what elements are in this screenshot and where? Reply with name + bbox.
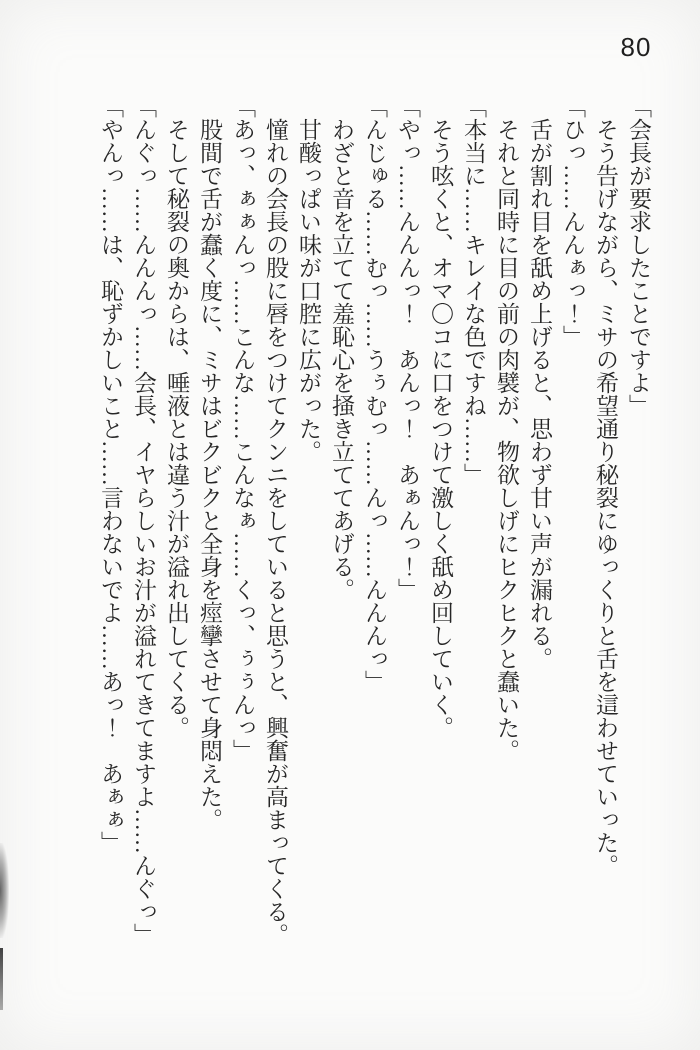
paragraph-narration: そう呟くと、オマ〇コに口をつけて激しく舐め回していく。 — [428, 118, 453, 739]
scan-edge-smudge — [0, 843, 9, 938]
paragraph-narration: 股間で舌が蠢く度に、ミサはビクビクと全身を痙攣させて身悶えた。 — [197, 118, 222, 831]
paragraph-narration: そう告げながら、ミサの希望通り秘裂にゆっくりと舌を這わせていった。 — [593, 118, 618, 877]
scan-edge-sliver — [0, 948, 3, 1010]
paragraph-narration: わざと音を立てて羞恥心を掻き立ててあげる。 — [329, 118, 354, 601]
paragraph-narration: 憧れの会長の股に唇をつけてクンニをしていると思うと、興奮が高まってくる。 — [263, 118, 288, 946]
page-number: 80 — [620, 32, 652, 62]
paragraph-dialogue: 「会長が要求したことですよ」 — [626, 95, 651, 417]
paragraph-narration: それと同時に目の前の肉襞が、物欲しげにヒクヒクと蠢いた。 — [494, 118, 519, 762]
paragraph-dialogue: 「ひっ……んんぁっ！」 — [560, 95, 585, 348]
paragraph-narration: 甘酸っぱい味が口腔に広がった。 — [296, 118, 321, 463]
text-body — [89, 95, 655, 967]
paragraph-dialogue: 「んじゅる……むっ……うぅむっ……んっ……んんんっ」 — [362, 95, 387, 693]
paragraph-narration: そして秘裂の奥からは、唾液とは違う汁が溢れ出してくる。 — [164, 118, 189, 739]
paragraph-dialogue: 「やんっ……は、恥ずかしいこと……言わないでよ……あっ！ あぁぁ」 — [98, 95, 123, 854]
paragraph-narration: 舌が割れ目を舐め上げると、思わず甘い声が漏れる。 — [527, 118, 552, 670]
paragraph-dialogue: 「あっ、ぁぁんっ……こんな……こんなぁ……くっ、ぅぅんっ」 — [230, 95, 255, 762]
paragraph-dialogue: 「んぐっ……んんんっ……会長、イヤらしいお汁が溢れてきてますよ……んぐっ」 — [131, 95, 156, 946]
paragraph-dialogue: 「本当に……キレイな色ですね……」 — [461, 95, 486, 486]
paragraph-dialogue: 「やっ……んんんっ！ あんっ！ あぁんっ！」 — [395, 95, 420, 601]
